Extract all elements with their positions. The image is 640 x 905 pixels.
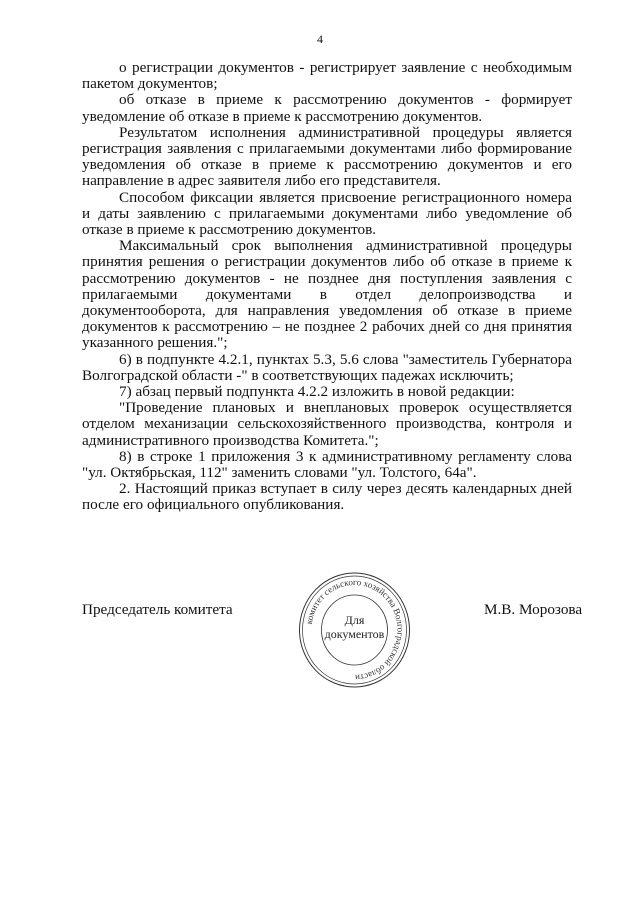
- paragraph-item-6: 6) в подпункте 4.2.1, пунктах 5.3, 5.6 слова "заместитель Губернатора Волгоградской области -" в соответствующих падежах исключить;: [82, 350, 572, 384]
- paragraph-fixation: Способом фиксации является присвоение регистрационного номера и даты заявлению с прилагаемыми документами либо уведомление об отказе в приеме к рассмотрению документов.: [82, 188, 572, 239]
- document-body: [82, 60, 572, 514]
- paragraph-max-term: Максимальный срок выполнения административной процедуры принятия решения о регистрации документов либо об отказе в приеме к рассмотрению документов - не позднее дня поступления заявления с прилагаемыми документами в отдел делопроизводства и документооборота, для направления уведомления об отказе в приеме документов к рассмотрению – не позднее 2 рабочих дней со дня принятия указанного решения.";: [82, 237, 572, 352]
- paragraph-item-7: 7) абзац первый подпункта 4.2.2 изложить в новой редакции:: [119, 383, 515, 401]
- paragraph-effective-date: 2. Настоящий приказ вступает в силу через десять календарных дней после его официального опубликования.: [82, 480, 572, 514]
- signer-name: М.В. Морозова: [484, 601, 583, 618]
- paragraph-registration: о регистрации документов - регистрирует заявление с необходимым пакетом документов;: [82, 59, 572, 93]
- stamp-ring-text: комитет сельского хозяйства Волгоградской области: [303, 576, 406, 684]
- paragraph-refusal: об отказе в приеме к рассмотрению документов - формирует уведомление об отказе в приеме к рассмотрению документов.: [82, 91, 572, 125]
- signer-position: Председатель комитета: [82, 601, 233, 618]
- page-number: 4: [317, 32, 323, 46]
- official-stamp: [297, 570, 412, 690]
- paragraph-result: Результатом исполнения административной процедуры является регистрация заявления с прилагаемыми документами либо формирование уведомления об отказе в приеме к рассмотрению документов и его направление в адрес заявителя либо его представителя.: [82, 123, 572, 190]
- paragraph-new-wording: "Проведение плановых и внеплановых проверок осуществляется отделом механизации сельскохозяйственного производства, контроля и административного производства Комитета.";: [82, 399, 572, 449]
- stamp-center-line2: документов: [324, 627, 385, 641]
- paragraph-item-8: 8) в строке 1 приложения 3 к административному регламенту слова "ул. Октябрьская, 112" заменить словами "ул. Толстого, 64а".: [82, 447, 572, 482]
- stamp-center-line1: Для: [344, 613, 365, 627]
- stamp-seal: [297, 570, 412, 690]
